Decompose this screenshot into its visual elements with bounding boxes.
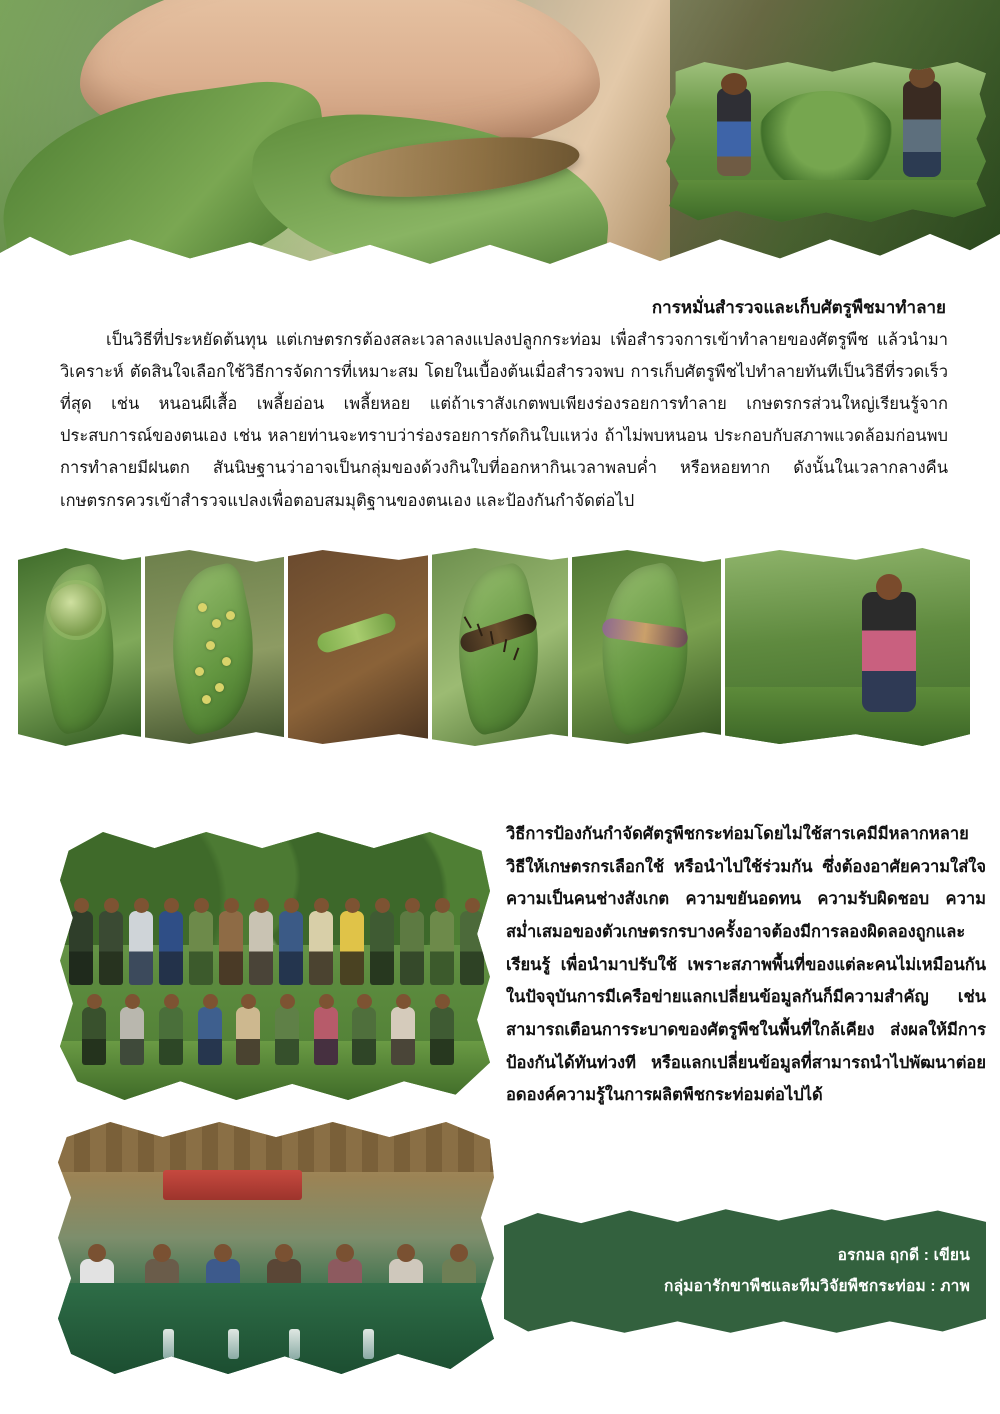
person-shape [862,592,916,712]
credit-author: อรกมล ฤกดี : เขียน [837,1247,970,1264]
flower-bud-shape [50,584,102,636]
water-bottles-shapes [58,1303,494,1358]
caterpillar-hairs [432,548,568,746]
section-one-heading: การหมั่นสำรวจและเก็บศัตรูพืชมาทำลาย [651,298,946,317]
hero-banner [0,0,1000,272]
photo-purple-caterpillar-on-leaf [572,548,721,746]
inset-photo-field-survey [666,62,986,222]
section-two-body [506,818,986,1112]
photo-kratom-leaf-with-flower-bud [18,548,141,746]
photo-hairy-caterpillars-on-leaf [432,548,568,746]
credit-photo: กลุ่มอารักขาพืชและทีมวิจัยพืชกระท่อม : ภาพ [663,1278,970,1295]
section-one-body [0,320,1000,517]
photo-farmer-meeting [58,1122,494,1374]
photo-green-caterpillar-on-wood [288,548,427,746]
kratom-bush-shape [756,91,897,190]
leaf-shape [583,560,707,738]
person-shape-right [903,81,941,177]
photo-strip [18,548,970,746]
section-one-paragraph: เป็นวิธีที่ประหยัดต้นทุน แต่เกษตรกรต้องสละเวลาลงแปลงปลูกกระท่อม เพื่อสำรวจการเข้าทำลายของศัตรูพืช แล้วนำมาวิเคราะห์ ตัดสินใจเลือกใช้วิธีการจัดการที่เหมาะสม โดยในเบื้องต้นเมื่อสำรวจพบ การเก็บศัตรูพืชไปทำลายทันทีเป็นวิธีที่รวดเร็วที่สุด เช่น หนอนผีเสื้อ เพลี้ยอ่อน เพลี้ยหอย แต่ถ้าเราสังเกตพบเพียงร่องรอยการทำลาย เกษตรกรส่วนใหญ่เรียนรู้จากประสบการณ์ของตนเอง เช่น หลายท่านจะทราบว่าร่องรอยการกัดกินใบแหว่ง ถ้าไม่พบหนอน ประกอบกับสภาพแวดล้อมก่อนพบการทำลายมีฝนตก สันนิษฐานว่าอาจเป็นกลุ่มของด้วงกินใบที่ออกหากินเวลาพลบค่ำ หรือหอยทาก ดังนั้นในเวลากลางคืน เกษตรกรควรเข้าสำรวจแปลงเพื่อตอบสมมุติฐานของตนเอง และป้องกันกำจัดต่อไป [60,330,948,510]
person-shape-left [717,88,751,176]
banner-shape [163,1170,303,1200]
caterpillar-shape [315,611,398,655]
photo-group-farmers-and-researchers [60,832,490,1100]
pavilion-roof-shape [58,1122,494,1172]
spot-marks [145,548,284,746]
ground-shape [725,687,970,746]
credit-text [520,1240,970,1302]
photo-leaf-with-yellow-spots [145,548,284,746]
section-one [0,296,1000,517]
section-two-paragraph: วิธีการป้องกันกำจัดศัตรูพืชกระท่อมโดยไม่ใช้สารเคมีมีหลากหลายวิธีให้เกษตรกรเลือกใช้ หรือนำไปใช้ร่วมกัน ซึ่งต้องอาศัยความใส่ใจ ความเป็นคนช่างสังเกต ความขยันอดทน ความรับผิดชอบ ความสม่ำเสมอของตัวเกษตรกรบางครั้งอาจต้องมีการลองผิดลองถูกและเรียนรู้ เพื่อนำมาปรับใช้ เพราะสภาพพื้นที่ของแต่ละคนไม่เหมือนกัน ในปัจจุบันการมีเครือข่ายแลกเปลี่ยนข้อมูลกันก็มีความสำคัญ เช่น สามารถเตือนการระบาดของศัตรูพืชในพื้นที่ใกล้เคียง ส่งผลให้มีการป้องกันได้ทันท่วงที หรือแลกเปลี่ยนข้อมูลที่สามารถนำไปพัฒนาต่อยอดองค์ความรู้ในการผลิตพืชกระท่อมต่อไปได้ [506,825,986,1105]
photo-farmer-inspecting-kratom-plot [725,548,970,746]
people-shapes [60,902,490,1068]
